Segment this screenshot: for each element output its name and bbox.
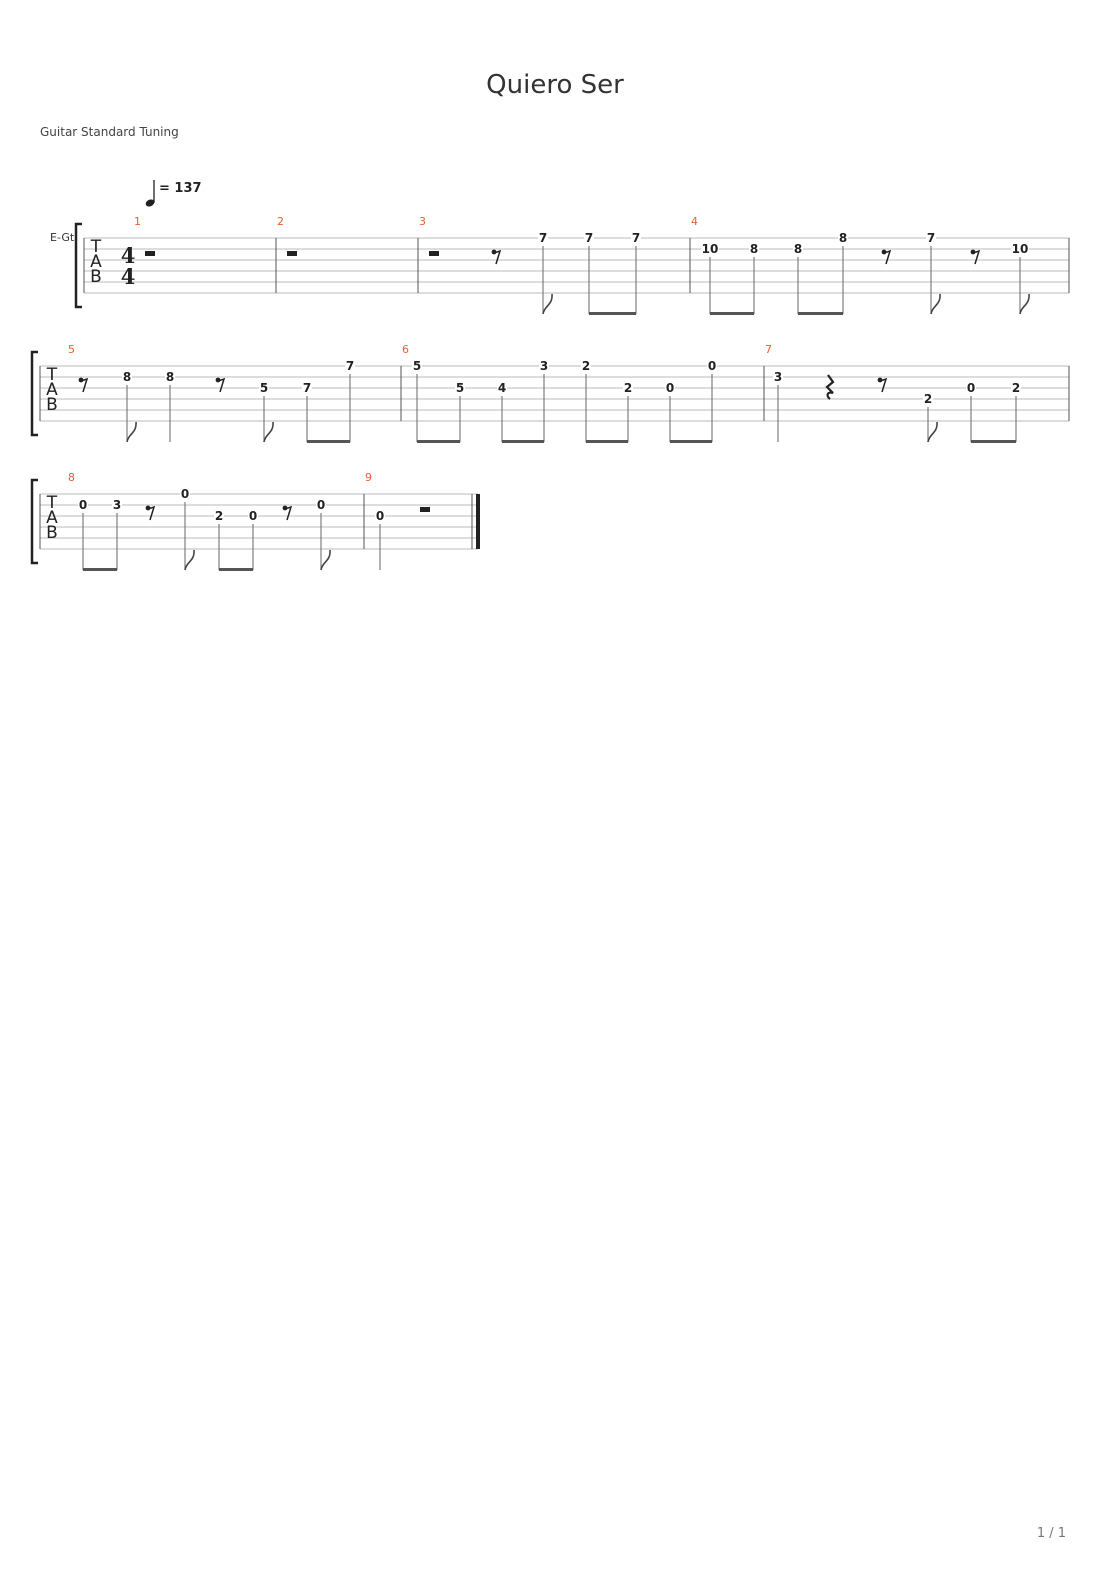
fret-number: 0	[248, 509, 258, 523]
tab-clef-letter: T	[90, 237, 102, 257]
measure-number: 2	[277, 215, 284, 228]
fret-number: 2	[1011, 381, 1021, 395]
measure-number: 4	[691, 215, 698, 228]
fret-number: 0	[665, 381, 675, 395]
fret-number: 4	[497, 381, 507, 395]
note-flag	[321, 550, 330, 570]
fret-number: 0	[316, 498, 326, 512]
system-bracket	[32, 352, 38, 435]
tab-clef-letter: A	[46, 380, 58, 400]
fret-number: 8	[793, 242, 803, 256]
measure-number: 3	[419, 215, 426, 228]
note-flag	[127, 422, 136, 442]
fret-number: 5	[259, 381, 269, 395]
fret-number: 0	[78, 498, 88, 512]
note-flag	[1020, 294, 1029, 314]
fret-number: 2	[623, 381, 633, 395]
beam	[710, 312, 754, 315]
time-signature-bottom: 4	[120, 264, 136, 289]
half-rest	[429, 251, 439, 256]
fret-number: 8	[838, 231, 848, 245]
fret-number: 3	[539, 359, 549, 373]
tuning-label: Guitar Standard Tuning	[40, 125, 179, 139]
eighth-rest-tail	[148, 507, 154, 520]
fret-number: 7	[302, 381, 312, 395]
beam	[670, 440, 712, 443]
half-rest	[145, 251, 155, 256]
tab-clef-letter: A	[46, 508, 58, 528]
fret-number: 0	[180, 487, 190, 501]
fret-number: 7	[538, 231, 548, 245]
beam	[502, 440, 544, 443]
fret-number: 8	[749, 242, 759, 256]
quarter-rest	[827, 375, 833, 399]
tab-clef-letter: A	[90, 252, 102, 272]
tab-clef-letter: B	[46, 395, 58, 415]
tab-clef-letter: B	[46, 523, 58, 543]
note-flag	[264, 422, 273, 442]
system-bracket	[76, 224, 82, 307]
eighth-rest-tail	[285, 507, 291, 520]
fret-number: 3	[112, 498, 122, 512]
beam	[417, 440, 460, 443]
eighth-rest-tail	[884, 251, 890, 264]
beam	[798, 312, 843, 315]
measure-number: 8	[68, 471, 75, 484]
fret-number: 8	[165, 370, 175, 384]
note-flag	[931, 294, 940, 314]
eighth-rest-tail	[880, 379, 886, 392]
fret-number: 2	[581, 359, 591, 373]
eighth-rest-tail	[494, 251, 500, 264]
tab-clef-letter: T	[46, 493, 58, 513]
system-bracket	[32, 480, 38, 563]
fret-number: 2	[214, 509, 224, 523]
tab-clef-letter: B	[90, 267, 102, 287]
half-rest	[287, 251, 297, 256]
fret-number: 5	[455, 381, 465, 395]
page-indicator: 1 / 1	[1036, 1526, 1066, 1541]
fret-number: 7	[926, 231, 936, 245]
note-flag	[185, 550, 194, 570]
fret-number: 2	[923, 392, 933, 406]
instrument-label: E-Gt	[50, 231, 75, 244]
eighth-rest-tail	[973, 251, 979, 264]
tempo-marking: = 137	[159, 181, 202, 196]
fret-number: 0	[375, 509, 385, 523]
fret-number: 8	[122, 370, 132, 384]
fret-number: 5	[412, 359, 422, 373]
measure-number: 1	[134, 215, 141, 228]
time-signature-top: 4	[120, 243, 136, 268]
beam	[219, 568, 253, 571]
measure-number: 5	[68, 343, 75, 356]
fret-number: 7	[584, 231, 594, 245]
fret-number: 10	[1011, 242, 1029, 256]
measure-number: 6	[402, 343, 409, 356]
fret-number: 0	[707, 359, 717, 373]
measure-number: 9	[365, 471, 372, 484]
eighth-rest-tail	[218, 379, 224, 392]
fret-number: 3	[773, 370, 783, 384]
half-rest	[420, 507, 430, 512]
fret-number: 7	[631, 231, 641, 245]
beam	[589, 312, 636, 315]
note-flag	[928, 422, 937, 442]
tab-clef-letter: T	[46, 365, 58, 385]
beam	[971, 440, 1016, 443]
measure-number: 7	[765, 343, 772, 356]
eighth-rest-tail	[81, 379, 87, 392]
fret-number: 10	[701, 242, 719, 256]
song-title: Quiero Ser	[486, 70, 624, 100]
beam	[586, 440, 628, 443]
beam	[307, 440, 350, 443]
note-flag	[543, 294, 552, 314]
fret-number: 0	[966, 381, 976, 395]
beam	[83, 568, 117, 571]
fret-number: 7	[345, 359, 355, 373]
